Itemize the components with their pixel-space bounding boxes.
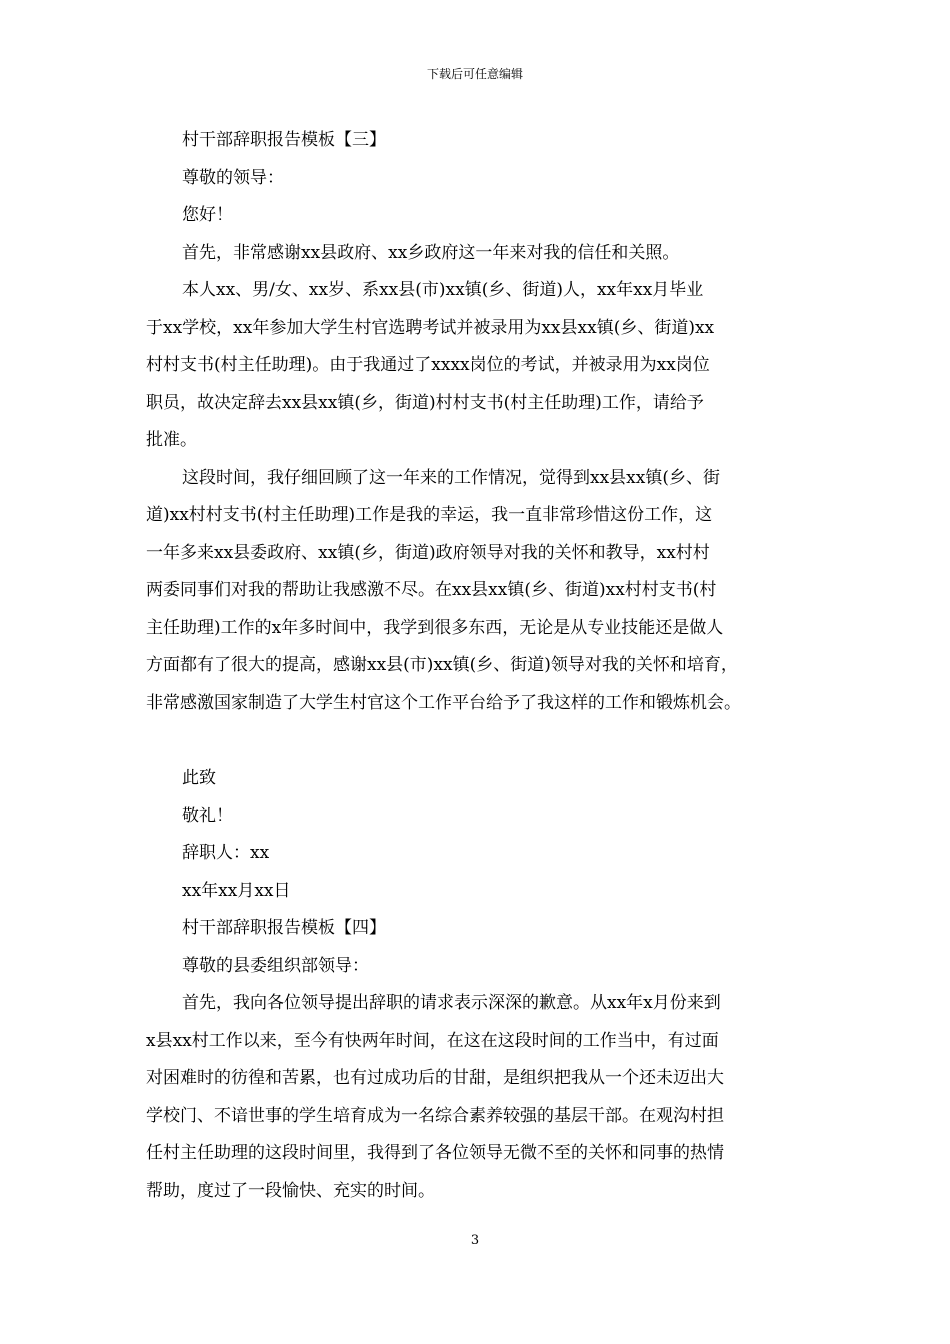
paragraph-3-1 [146, 235, 822, 273]
salutation-3: 尊敬的领导： [182, 167, 284, 188]
paragraph-4-1 [146, 985, 822, 1210]
paragraph-line: 本人xx、男/女、xx岁、系xx县(市)xx镇(乡、街道)人，xx年xx月毕业 [182, 280, 704, 300]
page-number: 3 [470, 1233, 480, 1248]
paragraph-3-2 [146, 272, 822, 460]
paragraph-line: 任村主任助理的这段时间里，我得到了各位领导无微不至的关怀和同事的热情 [146, 1143, 724, 1163]
document-body [146, 122, 822, 1210]
paragraph-line: 方面都有了很大的提高，感谢xx县(市)xx镇(乡、街道)领导对我的关怀和培育， [146, 655, 738, 675]
greeting-3: 您好！ [182, 205, 233, 225]
paragraph-line: 两委同事们对我的帮助让我感激不尽。在xx县xx镇(乡、街道)xx村村支书(村 [146, 580, 717, 600]
section-title-4: 村干部辞职报告模板【四】 [182, 918, 386, 938]
closing-line-2: 敬礼！ [182, 805, 233, 826]
paragraph-line: x县xx村工作以来，至今有快两年时间，在这在这段时间的工作当中，有过面 [146, 1030, 719, 1051]
signature-line: 辞职人：xx [182, 843, 270, 863]
paragraph-line: 首先，我向各位领导提出辞职的请求表示深深的歉意。从xx年x月份来到 [182, 993, 721, 1013]
section-title-3: 村干部辞职报告模板【三】 [182, 130, 386, 150]
blank-line [146, 722, 822, 760]
paragraph-3-3 [146, 460, 822, 723]
closing-line-1: 此致 [182, 768, 216, 788]
paragraph-line: 学校门、不谙世事的学生培育成为一名综合素养较强的基层干部。在观沟村担 [146, 1105, 724, 1126]
paragraph-line: 这段时间，我仔细回顾了这一年来的工作情况，觉得到xx县xx镇(乡、街 [182, 467, 720, 488]
paragraph-line: 道)xx村村支书(村主任助理)工作是我的幸运，我一直非常珍惜这份工作，这 [146, 505, 713, 525]
salutation-4: 尊敬的县委组织部领导： [182, 955, 369, 976]
date-line: xx年xx月xx日 [182, 880, 291, 901]
paragraph-line: 帮助，度过了一段愉快、充实的时间。 [146, 1180, 435, 1201]
paragraph-line: 非常感激国家制造了大学生村官这个工作平台给予了我这样的工作和锻炼机会。 [146, 692, 741, 713]
paragraph-line: 村村支书(村主任助理)。由于我通过了xxxx岗位的考试，并被录用为xx岗位 [146, 355, 710, 375]
paragraph-line: 对困难时的彷徨和苦累，也有过成功后的甘甜，是组织把我从一个还未迈出大 [146, 1068, 724, 1088]
paragraph-line: 于xx学校，xx年参加大学生村官选聘考试并被录用为xx县xx镇(乡、街道)xx [146, 317, 715, 338]
paragraph-line: 职员，故决定辞去xx县xx镇(乡，街道)村村支书(村主任助理)工作，请给予 [146, 392, 704, 413]
paragraph-line: 批准。 [146, 430, 197, 450]
paragraph-line: 主任助理)工作的x年多时间中，我学到很多东西，无论是从专业技能还是做人 [146, 617, 724, 638]
header-note: 下载后可任意编辑 [426, 67, 523, 81]
paragraph-line: 一年多来xx县委政府、xx镇(乡，街道)政府领导对我的关怀和教导，xx村村 [146, 542, 710, 563]
paragraph-line: 首先，非常感谢xx县政府、xx乡政府这一年来对我的信任和关照。 [182, 242, 680, 263]
